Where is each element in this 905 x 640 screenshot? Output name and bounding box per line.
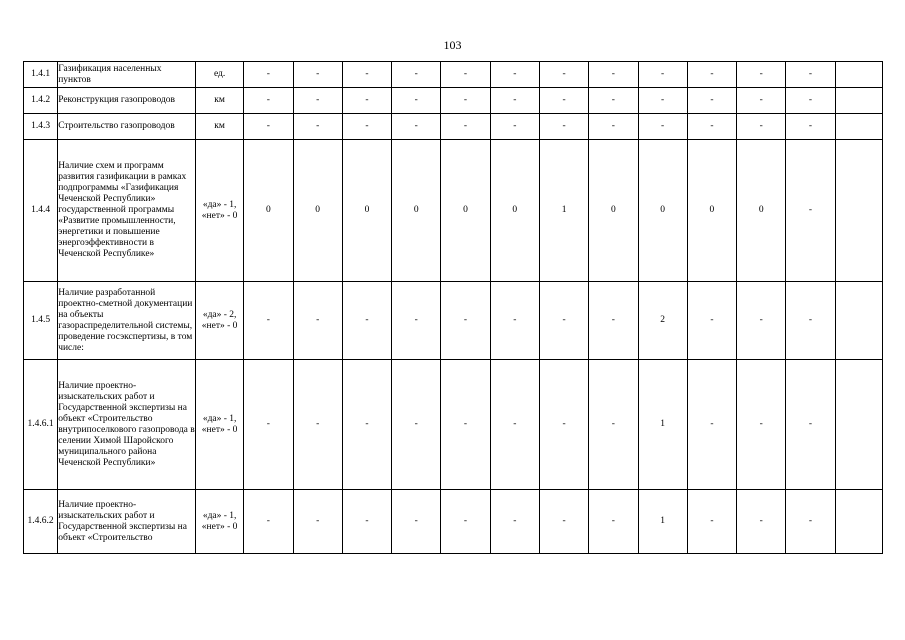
- value-cell: -: [687, 114, 736, 140]
- value-cell: -: [786, 88, 835, 114]
- row-number: 1.4.5: [24, 282, 58, 360]
- value-cell: -: [638, 114, 687, 140]
- value-cell: -: [293, 282, 342, 360]
- value-cell: -: [392, 62, 441, 88]
- table-row: [24, 360, 883, 490]
- page-number: 103: [443, 38, 462, 52]
- indicator-name: Наличие проектно-изыскательских работ и Государственной экспертизы на объект «Строительство внутрипоселкового газопровода в селении Химой Шаройского муниципального района Чеченской Республики»: [58, 360, 196, 490]
- value-cell: -: [737, 114, 786, 140]
- value-cell: -: [786, 360, 835, 490]
- value-cell: -: [539, 114, 588, 140]
- value-cell: -: [589, 88, 638, 114]
- value-cell: 0: [687, 140, 736, 282]
- value-cell: 0: [737, 140, 786, 282]
- value-cell: -: [737, 282, 786, 360]
- value-cell: [835, 490, 882, 554]
- value-cell: -: [539, 360, 588, 490]
- value-cell: -: [539, 62, 588, 88]
- value-cell: [835, 62, 882, 88]
- value-cell: -: [490, 62, 539, 88]
- value-cell: -: [392, 360, 441, 490]
- value-cell: -: [737, 62, 786, 88]
- unit-of-measure: «да» - 1, «нет» - 0: [195, 490, 243, 554]
- value-cell: -: [737, 360, 786, 490]
- indicator-name: Строительство газопроводов: [58, 114, 196, 140]
- value-cell: [835, 114, 882, 140]
- value-cell: 0: [490, 140, 539, 282]
- value-cell: -: [490, 282, 539, 360]
- value-cell: -: [589, 114, 638, 140]
- unit-of-measure: «да» - 1, «нет» - 0: [195, 140, 243, 282]
- value-cell: 1: [638, 360, 687, 490]
- value-cell: -: [244, 360, 293, 490]
- unit-of-measure: «да» - 1, «нет» - 0: [195, 360, 243, 490]
- value-cell: -: [490, 360, 539, 490]
- unit-of-measure: ед.: [195, 62, 243, 88]
- value-cell: -: [737, 88, 786, 114]
- value-cell: 0: [392, 140, 441, 282]
- value-cell: [835, 140, 882, 282]
- value-cell: -: [490, 114, 539, 140]
- value-cell: -: [589, 282, 638, 360]
- value-cell: -: [293, 88, 342, 114]
- value-cell: -: [687, 62, 736, 88]
- value-cell: -: [687, 282, 736, 360]
- value-cell: -: [786, 490, 835, 554]
- value-cell: -: [342, 282, 391, 360]
- value-cell: -: [244, 88, 293, 114]
- value-cell: -: [392, 490, 441, 554]
- value-cell: -: [392, 88, 441, 114]
- value-cell: -: [589, 62, 638, 88]
- value-cell: -: [737, 490, 786, 554]
- table-row: [24, 140, 883, 282]
- value-cell: 0: [342, 140, 391, 282]
- indicator-name: Реконструкция газопроводов: [58, 88, 196, 114]
- value-cell: -: [687, 490, 736, 554]
- value-cell: 0: [293, 140, 342, 282]
- value-cell: -: [441, 282, 490, 360]
- value-cell: -: [342, 62, 391, 88]
- value-cell: -: [392, 114, 441, 140]
- value-cell: -: [293, 114, 342, 140]
- value-cell: -: [244, 282, 293, 360]
- indicator-name: Наличие разработанной проектно-сметной документации на объекты газораспределительной системы, проведение госэкспертизы, в том числе:: [58, 282, 196, 360]
- value-cell: -: [687, 360, 736, 490]
- value-cell: -: [786, 62, 835, 88]
- value-cell: -: [342, 114, 391, 140]
- value-cell: -: [342, 360, 391, 490]
- value-cell: [835, 360, 882, 490]
- value-cell: [835, 282, 882, 360]
- row-number: 1.4.6.1: [24, 360, 58, 490]
- table-row: [24, 282, 883, 360]
- table-row: [24, 490, 883, 554]
- value-cell: -: [441, 62, 490, 88]
- row-number: 1.4.6.2: [24, 490, 58, 554]
- unit-of-measure: км: [195, 88, 243, 114]
- value-cell: -: [293, 62, 342, 88]
- indicator-name: Наличие схем и программ развития газификации в рамках подпрограммы «Газификация Чеченской Республики» государственной программы «Развитие промышленности, энергетики и повышение энергоэффективности в Чеченской Республике»: [58, 140, 196, 282]
- value-cell: [835, 88, 882, 114]
- value-cell: -: [392, 282, 441, 360]
- value-cell: 2: [638, 282, 687, 360]
- value-cell: 0: [589, 140, 638, 282]
- row-number: 1.4.2: [24, 88, 58, 114]
- data-table: [23, 61, 883, 554]
- value-cell: -: [490, 88, 539, 114]
- value-cell: -: [441, 490, 490, 554]
- value-cell: -: [786, 140, 835, 282]
- value-cell: 0: [441, 140, 490, 282]
- value-cell: -: [490, 490, 539, 554]
- unit-of-measure: км: [195, 114, 243, 140]
- value-cell: -: [687, 88, 736, 114]
- value-cell: 0: [638, 140, 687, 282]
- table-row: [24, 88, 883, 114]
- value-cell: -: [244, 62, 293, 88]
- value-cell: -: [293, 360, 342, 490]
- value-cell: -: [441, 88, 490, 114]
- table-row: [24, 114, 883, 140]
- indicator-name: Наличие проектно-изыскательских работ и Государственной экспертизы на объект «Строительство: [58, 490, 196, 554]
- row-number: 1.4.1: [24, 62, 58, 88]
- value-cell: -: [638, 62, 687, 88]
- value-cell: -: [539, 282, 588, 360]
- value-cell: -: [589, 490, 638, 554]
- value-cell: -: [786, 282, 835, 360]
- table-row: [24, 62, 883, 88]
- value-cell: -: [293, 490, 342, 554]
- value-cell: 0: [244, 140, 293, 282]
- value-cell: -: [638, 88, 687, 114]
- value-cell: -: [244, 490, 293, 554]
- row-number: 1.4.4: [24, 140, 58, 282]
- value-cell: -: [589, 360, 638, 490]
- value-cell: 1: [638, 490, 687, 554]
- value-cell: -: [786, 114, 835, 140]
- value-cell: -: [342, 88, 391, 114]
- value-cell: -: [441, 114, 490, 140]
- value-cell: -: [539, 490, 588, 554]
- value-cell: 1: [539, 140, 588, 282]
- value-cell: -: [441, 360, 490, 490]
- indicator-name: Газификация населенных пунктов: [58, 62, 196, 88]
- table-body: [24, 62, 883, 554]
- value-cell: -: [342, 490, 391, 554]
- unit-of-measure: «да» - 2, «нет» - 0: [195, 282, 243, 360]
- value-cell: -: [539, 88, 588, 114]
- row-number: 1.4.3: [24, 114, 58, 140]
- value-cell: -: [244, 114, 293, 140]
